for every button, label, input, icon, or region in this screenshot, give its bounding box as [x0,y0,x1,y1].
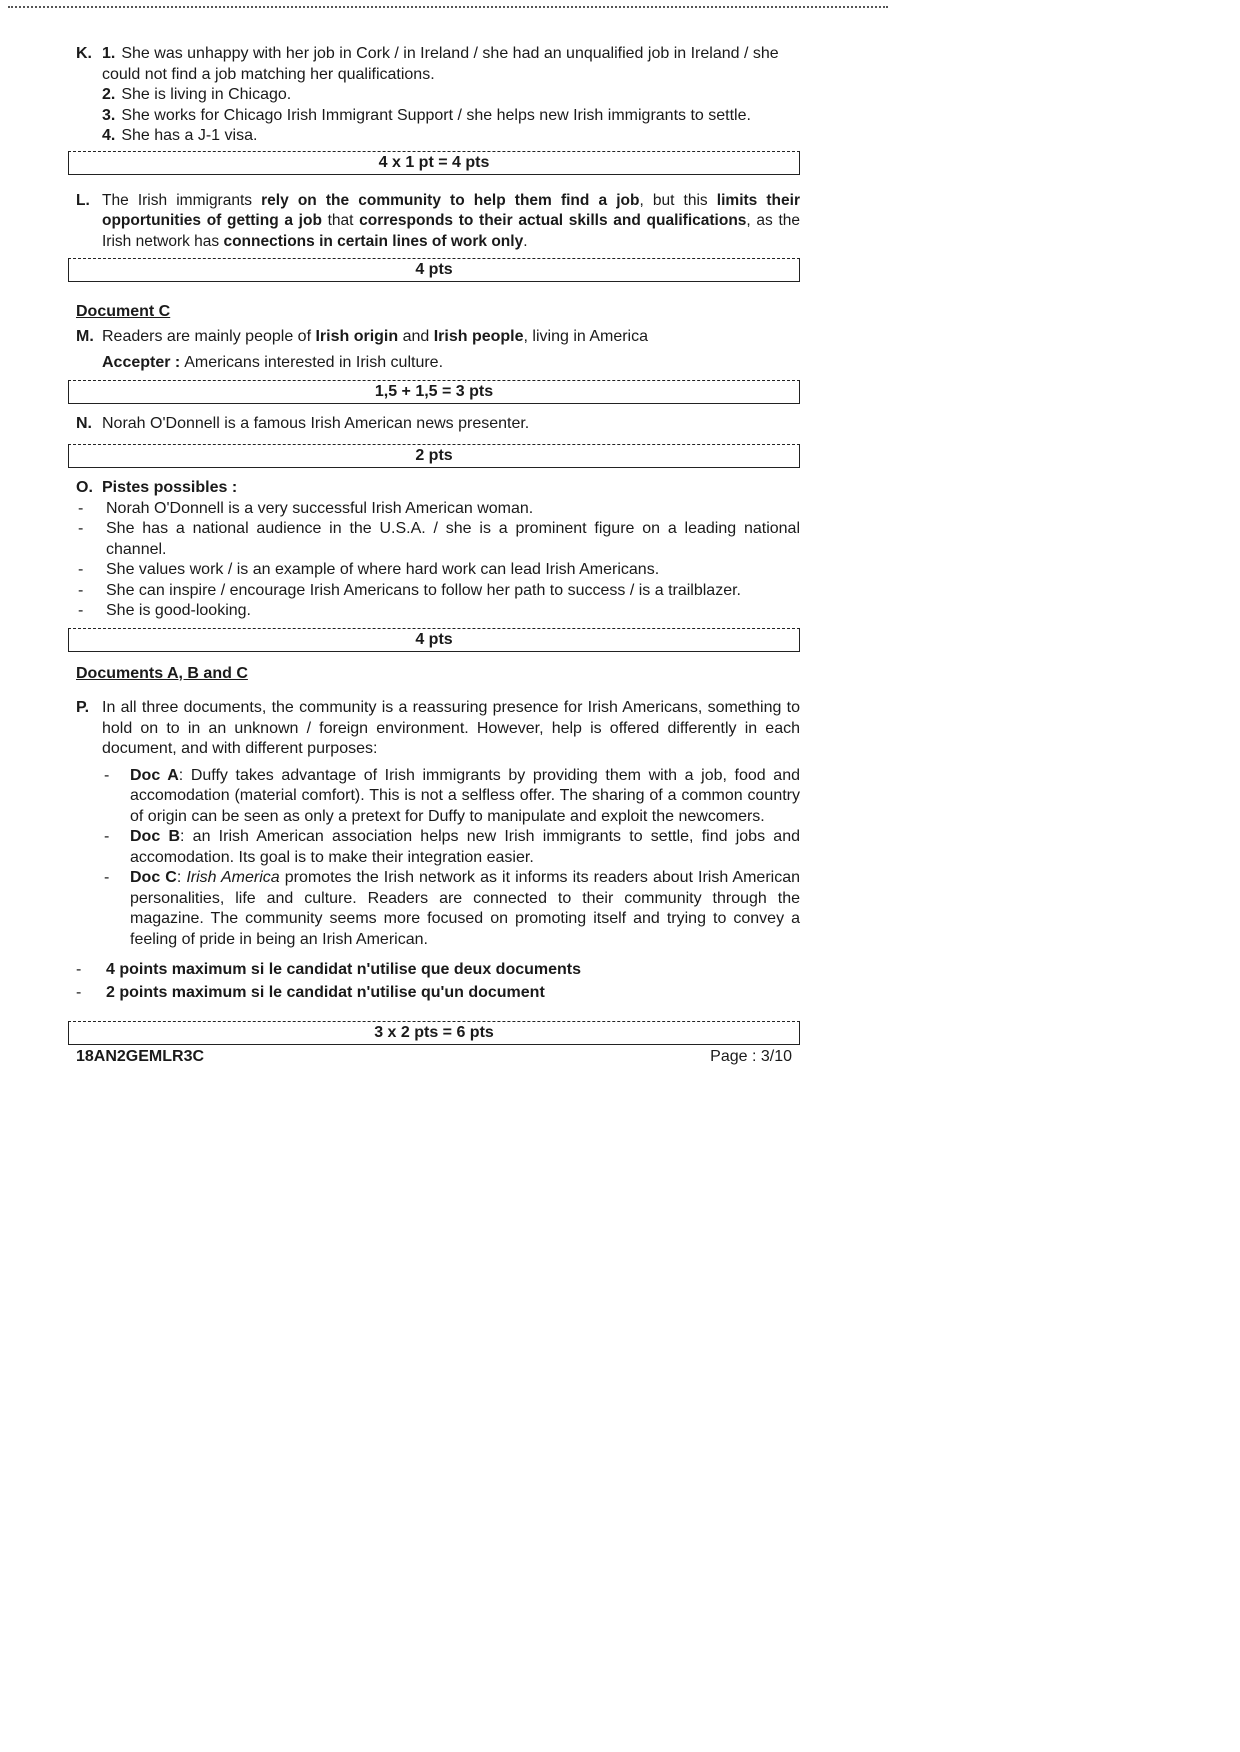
answer-letter: P. [76,699,90,716]
answer-text: Norah O'Donnell is a famous Irish American news presenter. [102,414,530,432]
answer-text: , living in America [523,327,649,345]
scoring-rule: - 4 points maximum si le candidat n'utilise que deux documents [106,960,800,981]
points-box-K: 4 x 1 pt = 4 pts [68,151,800,175]
list-item-doc-b [130,827,800,868]
answer-M [68,327,800,348]
answer-letter: N. [76,414,92,432]
doc-label: Doc C [130,869,177,886]
doc-label: Doc A [130,766,179,784]
list-item-doc-c [130,868,800,950]
answer-number: 3. [102,106,116,124]
magazine-title: Irish America [186,869,280,886]
answer-letter: O. [76,479,93,496]
page-footer [68,1047,800,1069]
answer-K-3 [102,106,800,127]
answer-number: 2. [102,86,116,103]
scan-top-border [8,6,888,8]
answer-K [68,44,800,147]
answer-text: The Irish immigrants [102,191,262,209]
answer-text: , as the Irish network has [102,212,801,250]
answer-text: She has a J-1 visa. [121,127,258,144]
answer-P [68,698,800,950]
answer-text: and [398,327,434,345]
section-heading-documents-abc: Documents A, B and C [76,664,248,682]
answer-text: , but this [639,191,717,209]
key-phrase: rely on the community to help them find a job [261,191,640,209]
answer-P-list [102,766,800,951]
document-code: 18AN2GEMLR3C [76,1048,205,1065]
answer-number: 4. [102,127,116,144]
key-phrase: connections in certain lines of work only [223,232,524,250]
list-item: - Norah O'Donnell is a very successful Irish American woman. [106,499,800,520]
answer-text: : Duffy takes advantage of Irish immigrants by providing them with a job, food and accomodation (material comfort). This is not a selfless offer. The sharing of a common country of origin can be seen as only a pretext for Duffy to manipulate and exploit the newcomers. [130,766,800,825]
answer-O-list [68,499,800,622]
points-box-L: 4 pts [68,258,800,282]
answer-text: promotes the Irish network as it informs its readers about Irish American personalities, life and culture. Readers are connected to their community through the magazine. The community seems more focused on promoting itself and trying to convey a feeling of pride in being an Irish American. [130,869,800,948]
accept-text: Americans interested in Irish culture. [184,354,444,371]
list-item: - She is good-looking. [106,601,800,622]
answer-text: that [321,212,360,229]
answer-text: Readers are mainly people of [102,327,316,345]
answer-N [68,414,800,435]
answer-subtitle: Pistes possibles : [102,479,238,496]
scoring-rule: - 2 points maximum si le candidat n'utilise qu'un document [106,983,800,1004]
answer-key-page [68,44,800,1069]
accept-label: Accepter : [102,354,181,371]
answer-K-1 [102,44,800,85]
points-box-P: 3 x 2 pts = 6 pts [68,1021,800,1045]
answer-text: She was unhappy with her job in Cork / in Ireland / she had an unqualified job in Ireland / she could not find a job matching her qualifications. [102,45,779,83]
key-phrase: Irish people [433,327,524,345]
key-phrase: corresponds to their actual skills and qualifications [359,212,747,229]
answer-L [68,191,800,253]
points-box-N: 2 pts [68,444,800,468]
answer-O [68,478,800,499]
answer-letter: L. [76,191,90,209]
answer-number: 1. [102,45,116,62]
points-box-O: 4 pts [68,628,800,652]
answer-text: : an Irish American association helps new Irish immigrants to settle, find jobs and accomodation. Its goal is to make their integration easier. [130,828,800,866]
page-number: Page : 3/10 [710,1048,792,1065]
answer-letter: M. [76,327,94,345]
list-item-doc-a [130,766,800,828]
list-item: - She values work / is an example of where hard work can lead Irish Americans. [106,560,800,581]
list-item: - She has a national audience in the U.S.A. / she is a prominent figure on a leading national channel. [106,519,800,560]
key-phrase: Irish origin [315,327,399,345]
section-heading-document-c: Document C [76,303,171,320]
answer-K-2 [102,85,800,106]
answer-text: : [176,869,187,886]
answer-letter: K. [76,45,92,62]
answer-text: In all three documents, the community is a reassuring presence for Irish Americans, something to hold on to in an unknown / foreign environment. However, help is offered differently in each document, and with different purposes: [102,699,800,757]
answer-K-4 [102,126,800,147]
answer-text: . [523,232,528,250]
answer-text: She is living in Chicago. [121,86,292,103]
key-phrase: limits their opportunities of getting a job [102,191,800,229]
points-box-M: 1,5 + 1,5 = 3 pts [68,380,800,404]
list-item: - She can inspire / encourage Irish Americans to follow her path to success / is a trailblazer. [106,581,800,602]
answer-text: She works for Chicago Irish Immigrant Support / she helps new Irish immigrants to settle. [121,106,751,124]
accepted-answer [102,353,800,374]
doc-label: Doc B [130,828,180,845]
